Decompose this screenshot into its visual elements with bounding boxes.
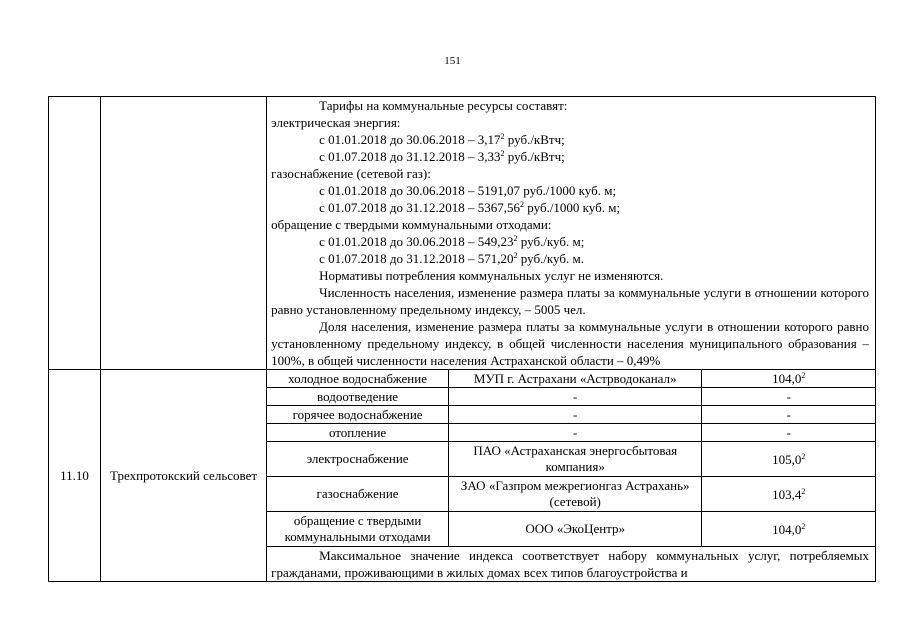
gas-label: газоснабжение (сетевой газ): xyxy=(271,166,431,181)
entry-number: 11.10 xyxy=(49,370,101,582)
service-name: водоотведение xyxy=(267,388,449,406)
norms-text: Нормативы потребления коммунальных услуг не изменяются. xyxy=(319,268,664,283)
electricity-tariff-2: с 01.07.2018 до 31.12.2018 – 3,33$^2$ руб./кВтч; xyxy=(319,149,565,164)
service-organization: - xyxy=(448,406,702,424)
service-index: - xyxy=(702,388,876,406)
number-cell-empty xyxy=(49,97,101,370)
service-index: 104,0$^2$ xyxy=(702,512,876,547)
electricity-tariff-1: с 01.01.2018 до 30.06.2018 – 3,17$^2$ руб./кВтч; xyxy=(319,132,565,147)
gas-tariff-1: с 01.01.2018 до 30.06.2018 – 5191,07 руб./1000 куб. м; xyxy=(319,183,617,198)
service-index: - xyxy=(702,406,876,424)
tariff-description-cell xyxy=(267,97,876,370)
service-organization: - xyxy=(448,424,702,442)
tariff-table xyxy=(48,96,876,582)
max-index-note: Максимальное значение индекса соответствует набору коммунальных услуг, потребляемых гражданами, проживающими в жилых домах всех типов благоустройства и xyxy=(271,548,869,580)
service-organization: ООО «ЭкоЦентр» xyxy=(448,512,702,547)
service-name: электроснабжение xyxy=(267,442,449,477)
service-name: газоснабжение xyxy=(267,477,449,512)
service-index: 105,0$^2$ xyxy=(702,442,876,477)
name-cell-empty xyxy=(100,97,266,370)
gas-tariff-2: с 01.07.2018 до 31.12.2018 – 5367,56$^2$ руб./1000 куб. м; xyxy=(319,200,621,215)
service-index: 103,4$^2$ xyxy=(702,477,876,512)
service-organization: МУП г. Астрахани «Астрводоканал» xyxy=(448,370,702,388)
service-index: 104,0$^2$ xyxy=(702,370,876,388)
entry-name: Трехпротокский сельсовет xyxy=(100,370,266,582)
population-text: Численность населения, изменение размера платы за коммунальные услуги в отношении которого равно установленному предельному индексу, – 5005 чел. xyxy=(271,285,869,317)
waste-label: обращение с твердыми коммунальными отходами: xyxy=(271,217,552,232)
table-row xyxy=(49,370,876,388)
max-index-note-cell xyxy=(267,547,876,582)
service-name: отопление xyxy=(267,424,449,442)
service-name: горячее водоснабжение xyxy=(267,406,449,424)
table-row xyxy=(49,97,876,370)
service-organization: - xyxy=(448,388,702,406)
waste-tariff-2: с 01.07.2018 до 31.12.2018 – 571,20$^2$ руб./куб. м. xyxy=(319,251,584,266)
waste-tariff-1: с 01.01.2018 до 30.06.2018 – 549,23$^2$ руб./куб. м; xyxy=(319,234,585,249)
population-share-text: Доля населения, изменение размера платы за коммунальные услуги в отношении которого равно установленному предельному индексу, в общей численности населения муниципального образования – 100%, в общей численности населения Астраханской области – 0,49% xyxy=(271,319,869,368)
electricity-label: электрическая энергия: xyxy=(271,115,401,130)
service-organization: ПАО «Астраханская энергосбытовая компания» xyxy=(448,442,702,477)
page-number: 151 xyxy=(444,55,461,67)
tariff-intro: Тарифы на коммунальные ресурсы составят: xyxy=(319,98,568,113)
service-name: холодное водоснабжение xyxy=(267,370,449,388)
service-index: - xyxy=(702,424,876,442)
service-organization: ЗАО «Газпром межрегионгаз Астрахань» (сетевой) xyxy=(448,477,702,512)
service-name: обращение с твердыми коммунальными отходами xyxy=(267,512,449,547)
